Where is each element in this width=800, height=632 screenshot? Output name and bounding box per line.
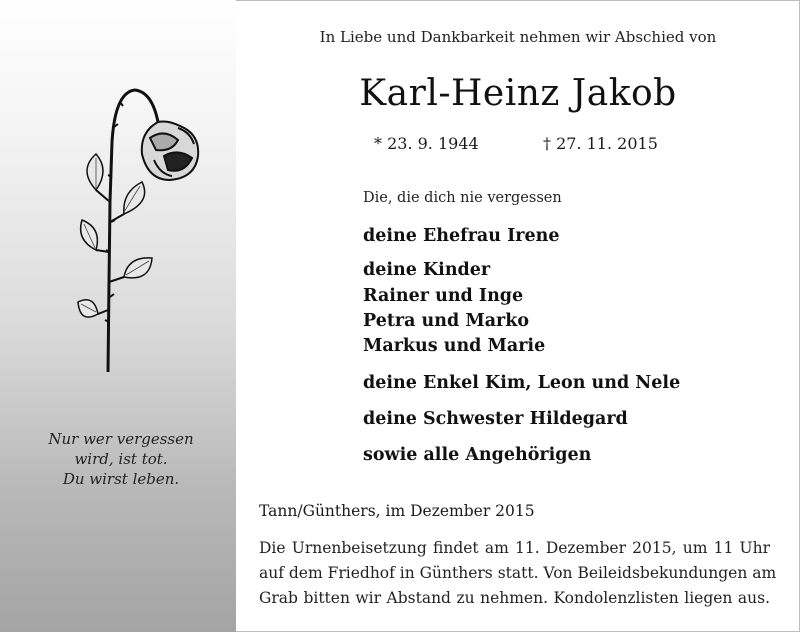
child-line: Rainer und Inge (363, 286, 524, 306)
notice-line: Grab bitten wir Abstand zu nehmen. Kondolenzlisten liegen aus. (259, 589, 770, 607)
child-line: Markus und Marie (363, 336, 546, 356)
sister-line: deine Schwester Hildegard (363, 409, 628, 429)
mourners-intro: Die, die dich nie vergessen (363, 190, 562, 206)
birth-date: * 23. 9. 1944 (374, 134, 479, 153)
children-heading: deine Kinder (363, 260, 491, 280)
deceased-name: Karl-Heinz Jakob (359, 73, 677, 114)
relatives-line: sowie alle Angehörigen (363, 445, 592, 465)
decorative-side-panel (0, 0, 236, 632)
place-date: Tann/Günthers, im Dezember 2015 (259, 502, 535, 520)
notice-line: auf dem Friedhof in Günthers statt. Von Beileidsbekundungen am (259, 564, 777, 582)
quote-line: Nur wer vergessen (48, 430, 194, 448)
death-date: † 27. 11. 2015 (543, 134, 658, 153)
spouse-line: deine Ehefrau Irene (363, 226, 560, 246)
notice-line: Die Urnenbeisetzung findet am 11. Dezember 2015, um 11 Uhr (259, 539, 770, 557)
quote (20, 429, 222, 489)
burial-notice (259, 536, 777, 611)
grandchildren-line: deine Enkel Kim, Leon und Nele (363, 373, 681, 393)
quote-line: Du wirst leben. (62, 470, 180, 488)
rose-icon (60, 82, 210, 377)
intro-text: In Liebe und Dankbarkeit nehmen wir Abschied von (319, 28, 717, 46)
quote-line: wird, ist tot. (74, 450, 168, 468)
child-line: Petra und Marko (363, 311, 530, 331)
